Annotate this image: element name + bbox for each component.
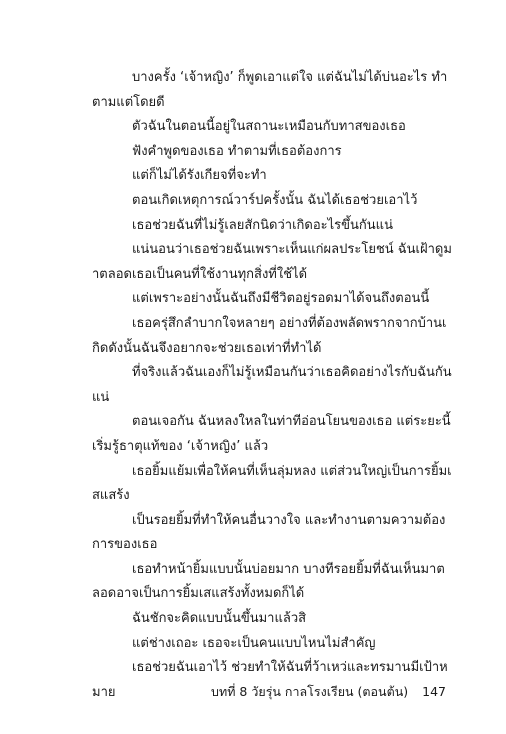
paragraph: บางครั้ง ‘เจ้าหญิง’ ก็พูดเอาแต่ใจ แต่ฉันไม่ได้บ่นอะไร ทำตามแต่โดยดี	[92, 70, 448, 110]
paragraph: แต่ก็ไม่ได้รังเกียจที่จะทำ	[132, 168, 267, 184]
paragraph: ตอนเกิดเหตุการณ์วาร์ปครั้งนั้น ฉันได้เธอช่วยเอาไว้	[132, 192, 418, 208]
chapter-title: บทที่ 8 วัยรุ่น กาลโรงเรียน (ตอนต้น)	[211, 684, 409, 699]
paragraph: ตัวฉันในตอนนี้อยู่ในสถานะเหมือนกับทาสของเธอ	[132, 119, 406, 135]
paragraph: เธอทำหน้ายิ้มแบบนั้นบ่อยมาก บางทีรอยยิ้มที่ฉันเห็นมาตลอดอาจเป็นการยิ้มเสแสร้งทั้งหมดก็ได้	[92, 561, 445, 602]
page-number: 147	[422, 684, 446, 699]
paragraph: ตอนเจอกัน ฉันหลงใหลในท่าทีอ่อนโยนของเธอ แต่ระยะนี้เริ่มรู้ธาตุแท้ของ ‘เจ้าหญิง’ แล้ว	[92, 414, 451, 454]
paragraph: ฉันชักจะคิดแบบนั้นขึ้นมาแล้วสิ	[132, 611, 307, 627]
body-text	[92, 66, 452, 705]
paragraph: ฟังคำพูดของเธอ ทำตามที่เธอต้องการ	[132, 143, 342, 159]
paragraph: แต่เพราะอย่างนั้นฉันถึงมีชีวิตอยู่รอดมาได้จนถึงตอนนี้	[132, 291, 430, 307]
paragraph: เธอช่วยฉันเอาไว้ ช่วยทำให้ฉันที่ว้าเหว่และทรมานมีเป้าหมาย	[92, 660, 448, 700]
paragraph: ที่จริงแล้วฉันเองก็ไม่รู้เหมือนกันว่าเธอคิดอย่างไรกับฉันกันแน่	[92, 365, 452, 405]
paragraph: แต่ช่างเถอะ เธอจะเป็นคนแบบไหนไม่สำคัญ	[132, 635, 376, 651]
paragraph: แน่นอนว่าเธอช่วยฉันเพราะเห็นแก่ผลประโยชน์ ฉันเฝ้าดูมาตลอดเธอเป็นคนที่ใช้งานทุกสิ่งที่ใช้ได้	[92, 242, 452, 282]
paragraph: เธอช่วยฉันที่ไม่รู้เลยสักนิดว่าเกิดอะไรขึ้นกันแน่	[132, 217, 393, 233]
page-footer	[211, 682, 446, 702]
paragraph: เป็นรอยยิ้มที่ทำให้คนอื่นวางใจ และทำงานตามความต้องการของเธอ	[92, 512, 446, 553]
paragraph: เธอครุ่สึกลำบากใจหลายๆ อย่างที่ต้องพลัดพรากจากบ้านเกิดดังนั้นฉันจึงอยากจะช่วยเธอเท่าที่ทำได้	[92, 315, 447, 356]
paragraph: เธอยิ้มแย้มเพื่อให้คนที่เห็นลุ่มหลง แต่ส่วนใหญ่เป็นการยิ้มเสแสร้ง	[92, 463, 452, 504]
